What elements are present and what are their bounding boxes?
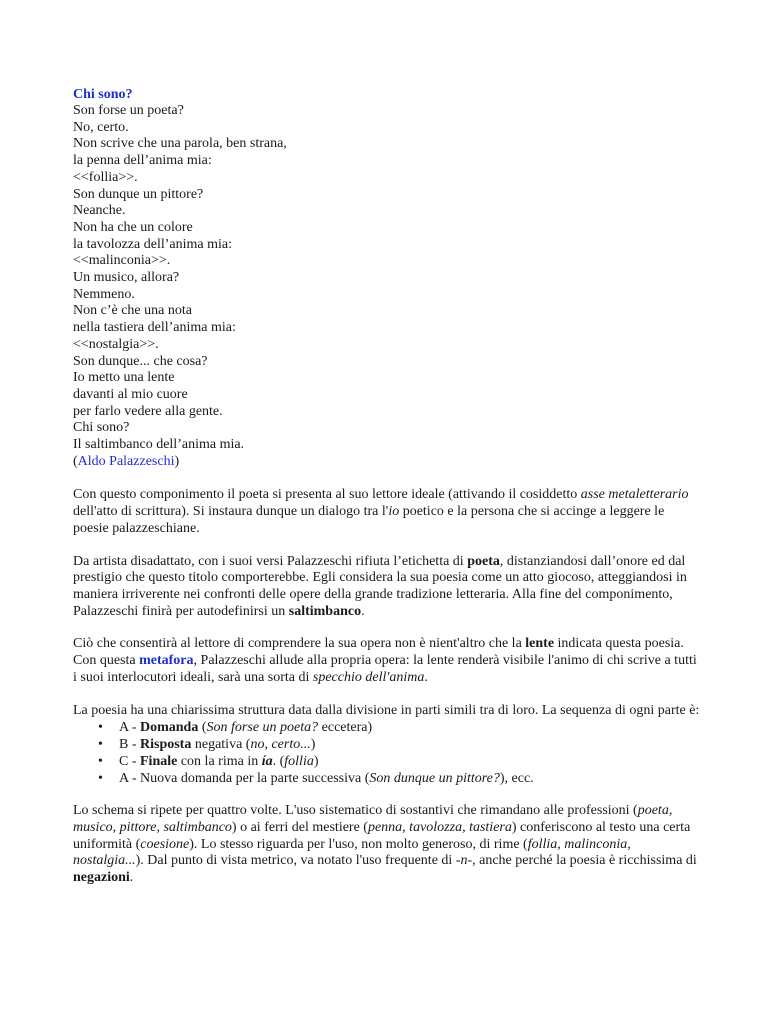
poem-line: <<follia>>. (73, 169, 138, 185)
poem-line: <<malinconia>>. (73, 253, 171, 269)
text-run: ) (313, 754, 319, 770)
italic-term: follia (284, 754, 314, 770)
bold-term: poeta (467, 553, 500, 569)
bullet-icon: • (98, 737, 103, 753)
list-item (73, 719, 703, 736)
italic-term: poeta, musico, pittore, saltimbanco (73, 803, 673, 835)
document-page (73, 86, 703, 887)
list-item (73, 770, 703, 787)
paragraph-artist (73, 554, 703, 621)
text-run: , distanziandosi dall’onore ed dal prestigio che questo titolo comporterebbe. Egli considera la sua poesia come un atto giocoso, atteggiandosi in maniera irriverente nei confronti delle opere della grande tradizione letteraria. Alla fine del componimento, Palazzeschi finirà per autodefinirsi un (73, 553, 687, 619)
bullet-icon: • (98, 720, 103, 736)
text-run: B - (119, 737, 140, 753)
paragraph-intro (73, 487, 703, 537)
poem-line: Son dunque un pittore? (73, 186, 204, 202)
text-run: Ciò che consentirà al lettore di comprendere la sua opera non è nient'altro che la (73, 636, 526, 652)
poem-title: Chi sono? (73, 87, 133, 102)
paragraph-schema (73, 803, 703, 887)
italic-term: specchio dell'anima (312, 669, 425, 685)
text-run: ( (198, 720, 207, 736)
text-run: ). Lo stesso riguarda per l'uso, non molto generoso, di rime ( (189, 836, 528, 852)
text-run: negativa ( (191, 737, 251, 753)
author-paren-close: ) (174, 453, 180, 469)
bold-italic-term: ía (261, 754, 273, 770)
paragraph-lens (73, 636, 703, 686)
text-run: ), ecc. (499, 771, 534, 787)
poem-line: nella tastiera dell’anima mia: (73, 320, 236, 336)
poem-line: la tavolozza dell’anima mia: (73, 236, 232, 252)
text-run: . (129, 870, 134, 886)
italic-term: coesione (140, 836, 190, 852)
bullet-icon: • (98, 771, 103, 787)
bold-term: Finale (140, 754, 178, 770)
poem-line: No, certo. (73, 119, 129, 135)
text-run: con la rima in (177, 754, 262, 770)
text-run: ) o ai ferri del mestiere ( (231, 819, 368, 835)
italic-term: no, certo... (250, 737, 311, 753)
poem-line: Nemmeno. (73, 286, 135, 302)
sequence-list (73, 719, 703, 770)
poem-line: Il saltimbanco dell’anima mia. (73, 437, 245, 453)
paragraph-structure: La poesia ha una chiarissima struttura data dalla divisione in parti simili tra di loro. La sequenza di ogni parte è: (73, 702, 700, 718)
poem-line: Non c’è che una nota (73, 303, 192, 319)
text-run: ). Dal punto di vista metrico, va notato l'uso frequente di (135, 853, 456, 869)
bold-term: saltimbanco (288, 603, 362, 619)
poem-line: Son dunque... che cosa? (73, 353, 208, 369)
poem-line: Non ha che un colore (73, 219, 193, 235)
text-run: eccetera) (318, 720, 373, 736)
metafora-link[interactable]: metafora (139, 653, 194, 669)
poem-line: Neanche. (73, 203, 126, 219)
poem-line: Io metto una lente (73, 370, 175, 386)
poem-line: Non scrive che una parola, ben strana, (73, 136, 287, 152)
text-run: poetico e la persona che si accinge a leggere le poesie palazzeschiane. (73, 504, 665, 536)
text-run: . (361, 603, 365, 619)
italic-term: follia, malinconia, nostalgia... (73, 836, 631, 869)
italic-term: penna, tavolozza, tastiera (367, 819, 512, 835)
italic-term: io (388, 504, 400, 520)
poem-body (73, 103, 703, 454)
bullet-icon: • (98, 754, 103, 770)
italic-term: Son dunque un pittore? (369, 771, 500, 787)
text-run: A - (119, 720, 140, 736)
list-item (73, 753, 703, 770)
poem-line: <<nostalgia>>. (73, 336, 159, 352)
italic-term: asse metaletterario (580, 487, 689, 503)
text-run: , anche perché la poesia è ricchissima di (472, 853, 697, 869)
text-run: C - (119, 754, 140, 770)
poem-line: Son forse un poeta? (73, 103, 184, 118)
bold-term: Risposta (140, 737, 192, 753)
poem-line: davanti al mio cuore (73, 386, 188, 402)
italic-term: Son forse un poeta? (206, 720, 319, 736)
list-item (73, 736, 703, 753)
text-run: ) conferiscono al testo una certa uniformità ( (73, 819, 691, 852)
italic-term: -n- (455, 853, 473, 869)
text-run: , Palazzeschi allude alla propria opera: la lente renderà visibile l'animo di chi scrive a tutti i suoi interlocutori ideali, sarà una sorta di (73, 653, 697, 685)
poem-line: Chi sono? (73, 420, 130, 436)
text-run: . (424, 669, 428, 685)
text-run: Con questo componimento il poeta si presenta al suo lettore ideale (attivando il cosiddetto (73, 487, 581, 503)
bold-term: lente (525, 636, 555, 652)
text-run: Lo schema si ripete per quattro volte. L'uso sistematico di sostantivi che rimandano alle professioni ( (73, 803, 638, 819)
text-run: A - Nuova domanda per la parte successiva ( (119, 771, 370, 787)
text-run: dell'atto di scrittura). Si instaura dunque un dialogo tra l' (73, 504, 389, 520)
poem-author (73, 454, 703, 471)
poem-line: per farlo vedere alla gente. (73, 403, 223, 419)
text-run: indicata questa poesia. Con questa (73, 636, 684, 669)
bold-term: negazioni (73, 870, 130, 886)
text-run: ) (310, 737, 316, 753)
text-run: . ( (272, 754, 285, 770)
sequence-list-next (73, 770, 703, 787)
author-paren-open: ( (73, 453, 78, 469)
poem-line: Un musico, allora? (73, 270, 180, 286)
poem-line: la penna dell’anima mia: (73, 153, 212, 169)
bold-term: Domanda (140, 720, 199, 736)
author-link[interactable]: Aldo Palazzeschi (77, 453, 175, 469)
text-run: Da artista disadattato, con i suoi versi Palazzeschi rifiuta l’etichetta di (73, 553, 468, 569)
